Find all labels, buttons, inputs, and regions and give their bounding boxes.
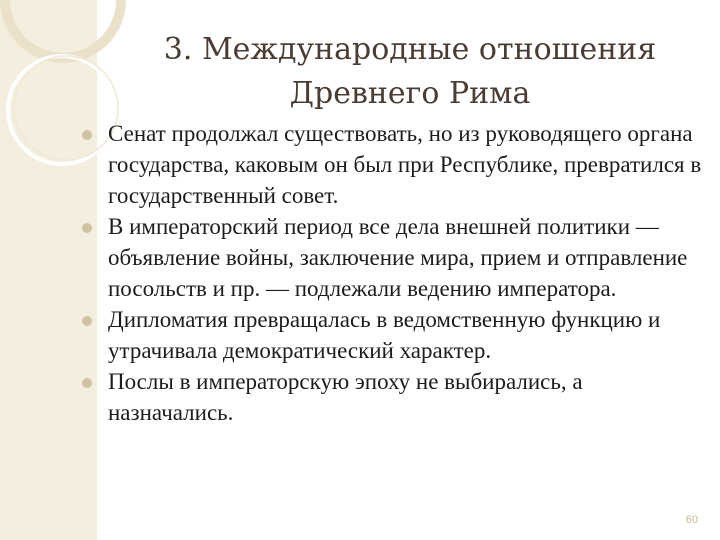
bullet-dot-icon — [82, 316, 92, 326]
page-number: 60 — [685, 514, 698, 526]
slide-title-line-2: Древнего Рима — [289, 76, 531, 111]
bullet-item — [82, 211, 702, 304]
bullet-dot-icon — [82, 378, 92, 388]
slide-title-line-1: 3. Международные отношения — [163, 32, 657, 67]
slide-title — [140, 28, 680, 116]
bullet-item — [82, 304, 702, 366]
bullet-list — [82, 118, 702, 428]
bullet-text: Послы в императорскую эпоху не выбирались, а назначались. — [108, 369, 583, 425]
bullet-item — [82, 366, 702, 428]
bullet-text: Дипломатия превращалась в ведомственную функцию и утрачивала демократический характер. — [108, 307, 661, 363]
bullet-dot-icon — [82, 223, 92, 233]
decorative-ring-top — [5, 0, 121, 58]
bullet-item — [82, 118, 702, 211]
bullet-text: В императорский период все дела внешней политики — объявление войны, заключение мира, прием и отправление посольств и пр. — подлежали ведению императора. — [108, 214, 688, 301]
bullet-text: Сенат продолжал существовать, но из руководящего органа государства, каковым он был при Республике, превратился в государственный совет. — [108, 121, 702, 208]
bullet-dot-icon — [82, 130, 92, 140]
